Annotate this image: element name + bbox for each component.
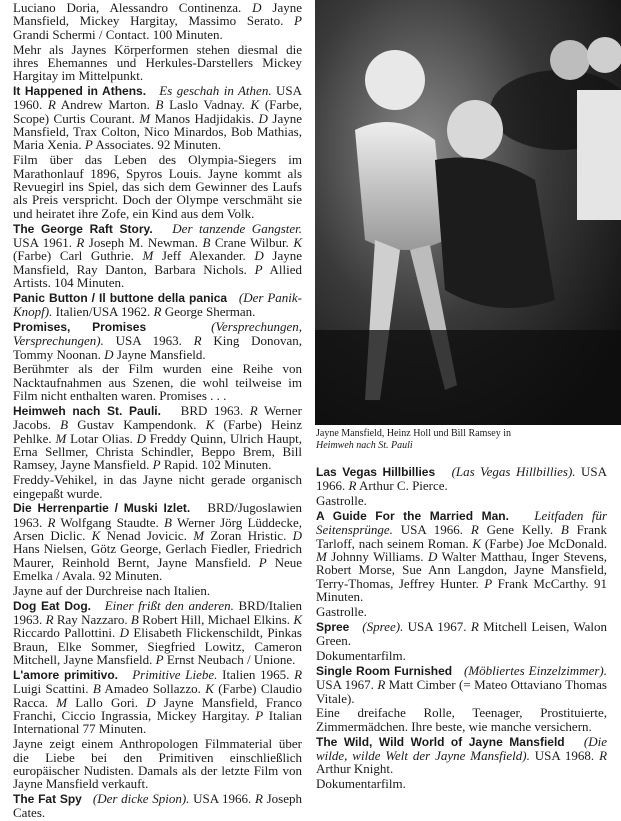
entry-note <box>13 43 302 83</box>
film-title: Heimweh nach St. Pauli. <box>13 403 161 418</box>
entry-text: Luciano Doria, Alessandro Continenza. D Jayne Mansfield, Mickey Hargitay, Massimo Serato. P Grandi Schermi / Contact. 100 Minuten. <box>13 0 302 42</box>
film-title: Las Vegas Hillbillies <box>316 465 436 479</box>
film-entry <box>13 291 302 319</box>
german-title: (Las Vegas Hillbillies). <box>451 464 576 479</box>
film-entry <box>13 792 302 820</box>
film-title: Die Herrenpartie / Muski Izlet. <box>13 501 191 516</box>
entry-text: USA 1960. R Andrew Marton. B Laslo Vadnay. K (Farbe, Scope) Curtis Courant. M Manos Hadjidakis. D Jayne Mansfield, Trax Colton, Nico Minardos, Bob Mathias, Maria Xenia. P Associates. 92 Minuten. <box>13 83 303 153</box>
german-title: Einer frißt den anderen. <box>104 597 234 613</box>
film-title: It Happened in Athens. <box>13 84 147 99</box>
german-title: (Der Panik-Knopf). <box>13 289 302 320</box>
german-title: (Die wilde, wilde Welt der Jayne Mansfield). <box>316 733 608 763</box>
entry-text: BRD/Italien 1963. R Ray Nazzaro. B Robert Hill, Michael Elkins. K Riccardo Pallottini. D Elisabeth Flickenschildt, Pinkas Braun, Elke Sommer, Siegfried Lowitz, Cameron Mitchell, Jayne Mansfield. P Ernst Neubach / Unione. <box>13 597 302 668</box>
entry-text: Italien 1965. R Luigi Scattini. B Amadeo Sollazzo. K (Farbe) Claudio Racca. M Lallo Gori. D Jayne Mansfield, Franco Franchi, Ciccio Ingrassia, Mickey Hargitay. P Italian International 77 Minuten. <box>13 667 303 737</box>
german-title: (Möbliertes Einzelzimmer). <box>464 662 607 678</box>
entry-note <box>13 737 302 790</box>
film-entry <box>13 404 302 472</box>
film-entry <box>316 620 607 648</box>
german-title: Es geschah in Athen. <box>159 83 272 99</box>
entry-text: USA 1966. R Joseph Cates. <box>13 791 303 821</box>
entry-text: Gastrolle. <box>316 603 367 619</box>
film-entry <box>316 735 607 776</box>
film-entry <box>13 599 302 667</box>
film-title: A Guide For the Married Man. <box>316 509 509 524</box>
film-title: The Fat Spy <box>13 792 82 807</box>
entry-text: Italien/USA 1962. R George Sherman. <box>55 304 256 320</box>
photo-caption <box>316 428 616 452</box>
film-title: Spree <box>316 619 350 634</box>
entry-note <box>316 605 607 618</box>
film-title: The George Raft Story. <box>13 221 153 236</box>
caption-line: Jayne Mansfield, Heinz Holl und Bill Ramsey in <box>316 428 511 439</box>
entry-text: Jayne auf der Durchreise nach Italien. <box>13 582 211 598</box>
entry-note <box>316 777 607 790</box>
film-entry <box>13 501 302 582</box>
entry-text: Eine dreifache Rolle, Teenager, Prostituierte, Zimmermädchen. Ihre beste, wie manche versichern. <box>316 705 607 734</box>
film-title: Single Room Furnished <box>316 663 453 678</box>
german-title: Primitive Liebe. <box>132 667 218 682</box>
entry-text: USA 1967. R Mitchell Leisen, Walon Green. <box>316 618 608 649</box>
film-entry <box>13 320 302 361</box>
entry-note <box>316 706 607 733</box>
entry-text: USA 1967. R Matt Cimber (= Mateo Ottaviano Thomas Vitale). <box>316 677 607 706</box>
entry-text: USA 1968. R Arthur Knight. <box>316 747 608 777</box>
entry-note <box>316 494 607 507</box>
left-text-column <box>13 1 302 821</box>
film-entry <box>13 668 302 736</box>
entry-text: USA 1966. R Arthur C. Pierce. <box>316 464 608 494</box>
film-entry <box>316 509 607 603</box>
entry-note <box>13 584 302 597</box>
caption-film-title: Heimweh nach St. Pauli <box>316 440 413 451</box>
entry-note <box>13 153 302 220</box>
entry-text: Mehr als Jaynes Körperformen stehen diesmal die ihres Ehemannes und Herkules-Darstellers Mickey Hargitay im Mittelpunkt. <box>13 41 302 84</box>
german-title: Der tanzende Gangster. <box>172 220 303 236</box>
film-entry <box>13 222 302 290</box>
film-entry <box>316 664 607 705</box>
film-title: The Wild, Wild World of Jayne Mansfield <box>316 734 565 749</box>
entry-text: Berühmter als der Film wurden eine Reihe von Nacktaufnahmen aus Szenen, die wohl teilweise im Film nicht enthalten waren. Promises . . . <box>13 361 302 404</box>
entry-note <box>316 649 607 662</box>
film-entry <box>13 84 302 152</box>
right-text-column <box>316 465 607 792</box>
german-title: Leitfaden für Seitensprünge. <box>316 508 608 538</box>
entry-text: USA 1966. R Gene Kelly. B Frank Tarloff, nach seinem Roman. K (Farbe) Joe McDonald. M Johnny Williams. D Walter Matthau, Inger Stevens, Robert Morse, Sue Ann Langdon, Jayne Mansfield, Terry-Thomas, Jeffrey Hunter. P Frank McCarthy. 91 Minuten. <box>316 522 608 605</box>
film-title: Promises, Promises <box>13 319 147 334</box>
entry-text: BRD/Jugoslawien 1963. R Wolfgang Staudte. B Werner Jörg Lüddecke, Arsen Diclic. K Nenad Jovicic. M Zoran Hristic. D Hans Nielsen, Götz George, Gerlach Fiedler, Friedrich Maurer, Reinhold Bernt, Jayne Mansfield. P Neue Emelka / Avala. 92 Minuten. <box>13 500 303 584</box>
german-title: (Versprechungen, Versprechungen). <box>13 318 302 349</box>
entry-text: BRD 1963. R Werner Jacobs. B Gustav Kampendonk. K (Farbe) Heinz Pehlke. M Lotar Olias. D Freddy Quinn, Ulrich Haupt, Erna Sellmer, Christa Schindler, Beppo Brem, Bill Ramsey, Jayne Mansfield. P Rapid. 102 Minuten. <box>13 402 303 473</box>
film-title: Panic Button / Il buttone della panica <box>13 290 228 305</box>
film-still-photo <box>315 0 621 425</box>
film-title: Dog Eat Dog. <box>13 598 91 613</box>
entry-text: USA 1963. R King Donovan, Tommy Noonan. D Jayne Mansfield. <box>13 333 302 362</box>
entry-note <box>13 473 302 500</box>
entry-text: Film über das Leben des Olympia-Siegers im Marathonlauf 1896, Spyros Louis. Jayne kommt als Revuegirl ins Spiel, das sich dem Gewinner des Laufs als Preis verspricht. Doch der Olympe verschmäht sie und heiratet ihre Zofe, ein Kind aus dem Volk. <box>13 152 302 221</box>
entry-text: Dokumentarfilm. <box>316 776 406 792</box>
entry-text: Freddy-Vehikel, in das Jayne nicht gerade organisch eingepaßt wurde. <box>13 472 302 501</box>
entry-text: USA 1961. R Joseph M. Newman. B Crane Wilbur. K (Farbe) Carl Guthrie. M Jeff Alexander. D Jayne Mansfield, Ray Danton, Barbara Nichols. P Allied Artists. 104 Minuten. <box>13 234 302 290</box>
german-title: (Der dicke Spion). <box>92 791 190 807</box>
entry-text: Dokumentarfilm. <box>316 647 406 663</box>
film-title: L'amore primitivo. <box>13 668 119 682</box>
entry-text: Gastrolle. <box>316 493 367 509</box>
entry-text: Jayne zeigt einem Anthropologen Filmmaterial über die Liebe bei den Primitiven einschließlich europäischer Nudisten. Damals als der letzte Film von Jayne Mansfield verkauft. <box>13 736 302 792</box>
entry-note <box>13 1 302 41</box>
entry-note <box>13 362 302 402</box>
german-title: (Spree). <box>362 618 404 634</box>
film-entry <box>316 465 607 493</box>
